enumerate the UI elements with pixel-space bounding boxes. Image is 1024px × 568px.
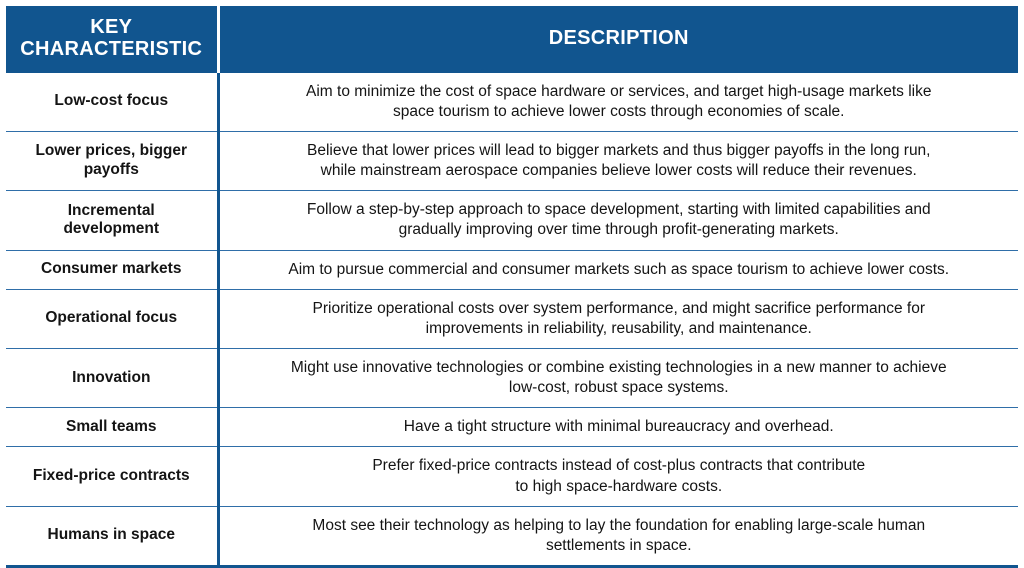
row-key-line: Low-cost focus — [54, 92, 169, 110]
row-key — [6, 349, 218, 408]
row-description — [218, 73, 1018, 132]
row-description-line: Follow a step-by-step approach to space development, starting with limited capabilities and — [306, 201, 931, 219]
row-description-line: Most see their technology as helping to lay the foundation for enabling large-scale human — [312, 516, 926, 534]
row-description-line: Prioritize operational costs over system performance, and might sacrifice performance for — [312, 299, 925, 317]
row-description — [218, 289, 1018, 348]
row-description — [218, 132, 1018, 191]
row-description-line: Might use innovative technologies or combine existing technologies in a new manner to achieve — [290, 359, 947, 377]
row-description — [218, 506, 1018, 566]
row-key — [6, 408, 218, 447]
row-key-line: Lower prices, bigger — [35, 142, 188, 160]
row-description-line: gradually improving over time through profit-generating markets. — [398, 221, 839, 239]
table-row — [6, 349, 1018, 408]
key-characteristics-table — [6, 6, 1018, 568]
row-key — [6, 73, 218, 132]
table-row — [6, 447, 1018, 506]
row-description-line: while mainstream aerospace companies believe lower costs will reduce their revenues. — [320, 162, 917, 180]
row-description — [218, 447, 1018, 506]
row-key — [6, 250, 218, 289]
row-key-line: development — [63, 220, 160, 238]
row-key — [6, 191, 218, 250]
row-description — [218, 349, 1018, 408]
row-description-line: low-cost, robust space systems. — [508, 379, 729, 397]
row-key-line: Small teams — [66, 417, 157, 435]
table-header — [6, 6, 1018, 73]
row-description — [218, 250, 1018, 289]
table-body — [6, 73, 1018, 567]
row-key-line: Humans in space — [47, 526, 175, 544]
row-description-line: settlements in space. — [545, 536, 692, 554]
row-key-line: Innovation — [72, 368, 151, 386]
table-row — [6, 132, 1018, 191]
row-key-line: Consumer markets — [41, 260, 182, 278]
row-key-line: payoffs — [83, 161, 139, 179]
table-row — [6, 408, 1018, 447]
table-row — [6, 506, 1018, 566]
table-row — [6, 289, 1018, 348]
row-description-line: Have a tight structure with minimal bureaucracy and overhead. — [403, 418, 834, 436]
row-description — [218, 408, 1018, 447]
row-description — [218, 191, 1018, 250]
row-description-line: space tourism to achieve lower costs through economies of scale. — [393, 102, 845, 120]
row-description-line: Aim to pursue commercial and consumer markets such as space tourism to achieve lower costs. — [288, 260, 950, 278]
table-row — [6, 250, 1018, 289]
row-key — [6, 289, 218, 348]
row-description-line: Prefer fixed-price contracts instead of cost-plus contracts that contribute — [372, 457, 866, 475]
header-row — [6, 6, 1018, 73]
header-key-characteristic-line1: KEY — [90, 16, 133, 38]
row-description-line: Aim to minimize the cost of space hardware or services, and target high-usage markets like — [306, 82, 932, 100]
row-key-line: Incremental — [67, 201, 155, 219]
row-key-line: Operational focus — [45, 309, 178, 327]
row-description-line: improvements in reliability, reusability, and maintenance. — [425, 319, 812, 337]
row-key-line: Fixed-price contracts — [32, 467, 190, 485]
row-description-line: to high space-hardware costs. — [515, 477, 723, 495]
table-row — [6, 73, 1018, 132]
row-key — [6, 132, 218, 191]
row-key — [6, 506, 218, 566]
header-key-characteristic-line2: CHARACTERISTIC — [20, 38, 203, 61]
table-row — [6, 191, 1018, 250]
header-description: DESCRIPTION — [218, 6, 1018, 73]
row-description-line: Believe that lower prices will lead to bigger markets and thus bigger payoffs in the long run, — [306, 142, 931, 160]
row-key — [6, 447, 218, 506]
header-key-characteristic — [6, 6, 218, 73]
